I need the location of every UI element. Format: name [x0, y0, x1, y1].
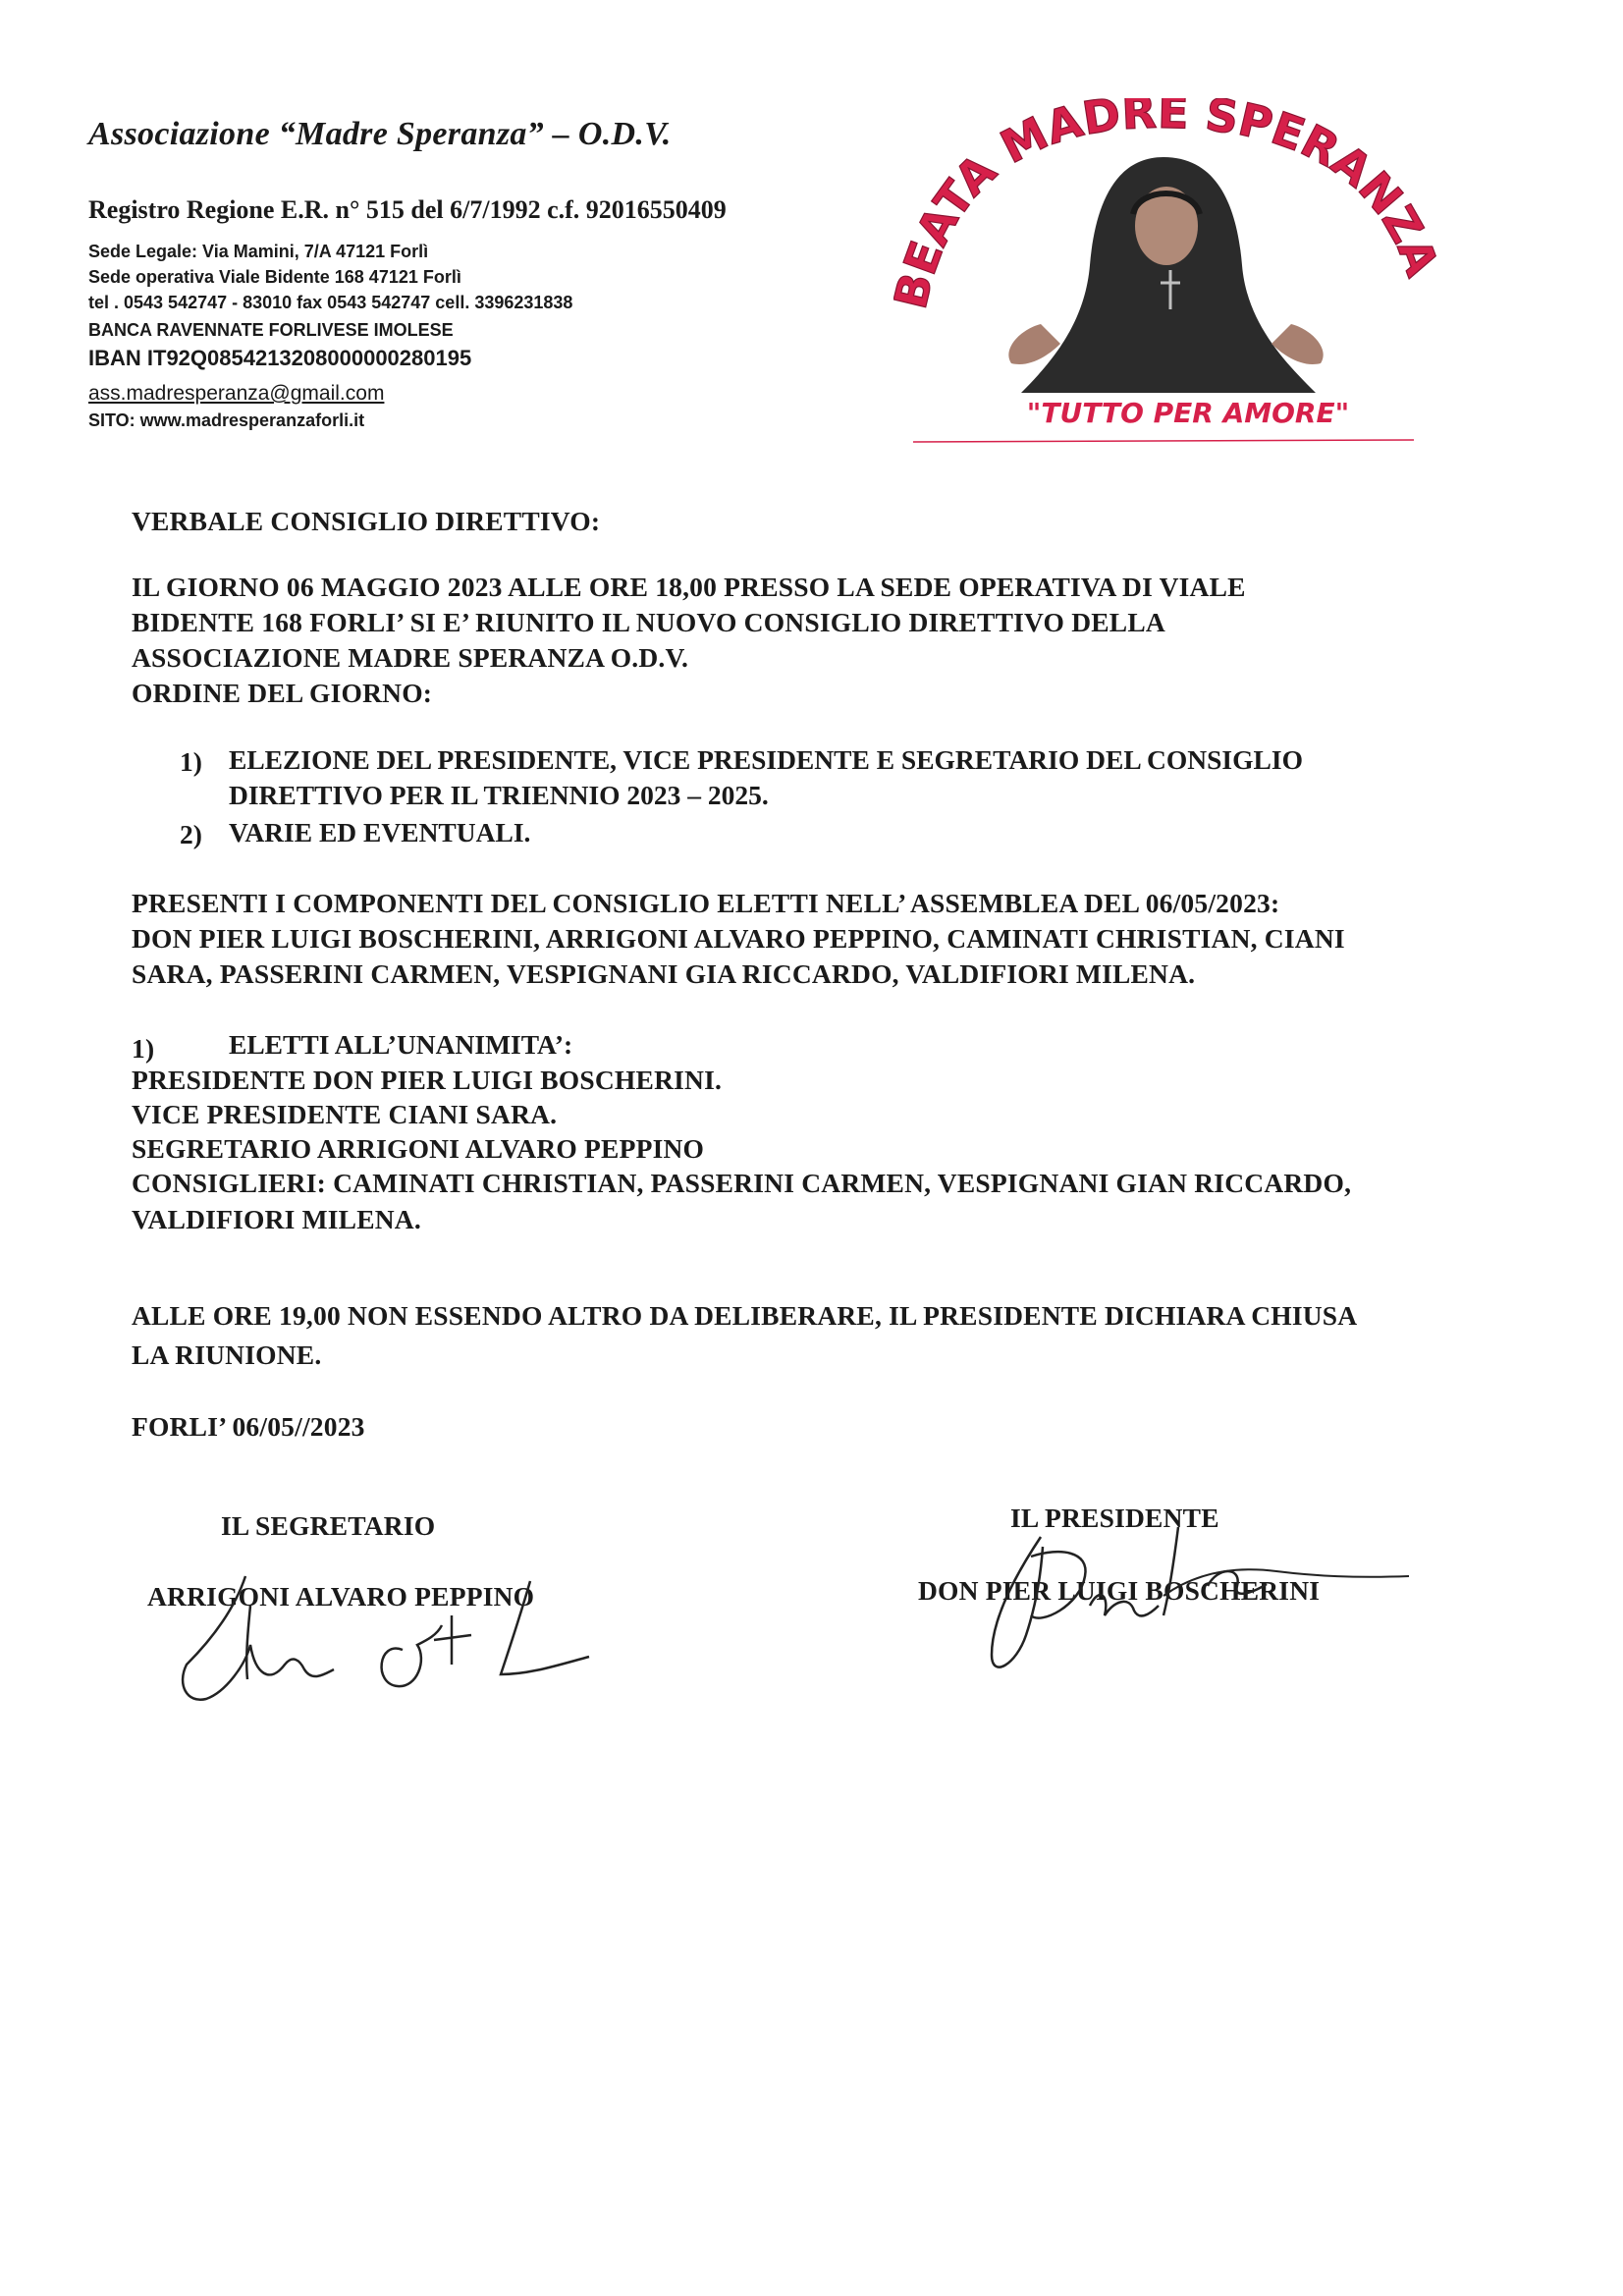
logo: [893, 98, 1443, 452]
agenda-item: VARIE ED EVENTUALI.: [229, 817, 531, 847]
secretary-title: IL SEGRETARIO: [221, 1510, 436, 1541]
elected-line: SEGRETARIO ARRIGONI ALVARO PEPPINO: [132, 1133, 705, 1164]
intro-line: IL GIORNO 06 MAGGIO 2023 ALLE ORE 18,00 PRESSO LA SEDE OPERATIVA DI VIALE: [132, 572, 1246, 602]
elected-line: PRESIDENTE DON PIER LUIGI BOSCHERINI.: [132, 1065, 723, 1095]
present-line: DON PIER LUIGI BOSCHERINI, ARRIGONI ALVARO PEPPINO, CAMINATI CHRISTIAN, CIANI: [132, 923, 1345, 954]
operative-seat: Sede operativa Viale Bidente 168 47121 Forlì: [88, 267, 461, 287]
logo-motto: "TUTTO PER AMORE": [1026, 397, 1350, 429]
phone-numbers: tel . 0543 542747 - 83010 fax 0543 542747 cell. 3396231838: [88, 293, 573, 312]
present-line: SARA, PASSERINI CARMEN, VESPIGNANI GIA RICCARDO, VALDIFIORI MILENA.: [132, 958, 1196, 989]
place-date: FORLI’ 06/05//2023: [132, 1411, 365, 1442]
registry-line: Registro Regione E.R. n° 515 del 6/7/1992 c.f. 92016550409: [88, 195, 727, 224]
minutes-heading: VERBALE CONSIGLIO DIRETTIVO:: [132, 506, 601, 536]
email-link[interactable]: ass.madresperanza@gmail.com: [88, 382, 385, 405]
logo-underline: [913, 440, 1414, 442]
secretary-signature: [177, 1566, 609, 1714]
elected-line: VALDIFIORI MILENA.: [132, 1204, 421, 1234]
president-title: IL PRESIDENTE: [1010, 1503, 1219, 1533]
legal-seat: Sede Legale: Via Mamini, 7/A 47121 Forlì: [88, 242, 429, 261]
present-line: PRESENTI I COMPONENTI DEL CONSIGLIO ELETTI NELL’ ASSEMBLEA DEL 06/05/2023:: [132, 888, 1280, 918]
president-name: DON PIER LUIGI BOSCHERINI: [918, 1575, 1321, 1606]
association-title: Associazione “Madre Speranza” – O.D.V.: [88, 116, 672, 152]
agenda-heading: ORDINE DEL GIORNO:: [132, 678, 433, 708]
intro-line: BIDENTE 168 FORLI’ SI E’ RIUNITO IL NUOVO CONSIGLIO DIRETTIVO DELLA: [132, 607, 1165, 637]
intro-line: ASSOCIAZIONE MADRE SPERANZA O.D.V.: [132, 642, 689, 673]
closing-line: LA RIUNIONE.: [132, 1339, 322, 1370]
agenda-number: 1): [180, 746, 202, 777]
nun-figure: [1008, 157, 1323, 393]
logo-graphic: [893, 98, 1443, 452]
elected-number: 1): [132, 1033, 155, 1064]
agenda-number: 2): [180, 819, 202, 849]
secretary-name: ARRIGONI ALVARO PEPPINO: [147, 1581, 535, 1612]
logo-arc-textpath: EATA MADRE SPERANZA: [893, 98, 1443, 283]
closing-line: ALLE ORE 19,00 NON ESSENDO ALTRO DA DELIBERARE, IL PRESIDENTE DICHIARA CHIUSA: [132, 1300, 1358, 1331]
elected-line: VICE PRESIDENTE CIANI SARA.: [132, 1099, 558, 1129]
agenda-item: ELEZIONE DEL PRESIDENTE, VICE PRESIDENTE E SEGRETARIO DEL CONSIGLIO: [229, 744, 1303, 775]
elected-title: ELETTI ALL’UNANIMITA’:: [229, 1029, 573, 1060]
president-signature: [972, 1517, 1424, 1694]
iban: IBAN IT92Q0854213208000000280195: [88, 346, 472, 370]
bank-name: BANCA RAVENNATE FORLIVESE IMOLESE: [88, 320, 454, 340]
agenda-item: DIRETTIVO PER IL TRIENNIO 2023 – 2025.: [229, 780, 769, 810]
website: SITO: www.madresperanzaforli.it: [88, 410, 365, 430]
elected-line: CONSIGLIERI: CAMINATI CHRISTIAN, PASSERINI CARMEN, VESPIGNANI GIAN RICCARDO,: [132, 1168, 1352, 1198]
